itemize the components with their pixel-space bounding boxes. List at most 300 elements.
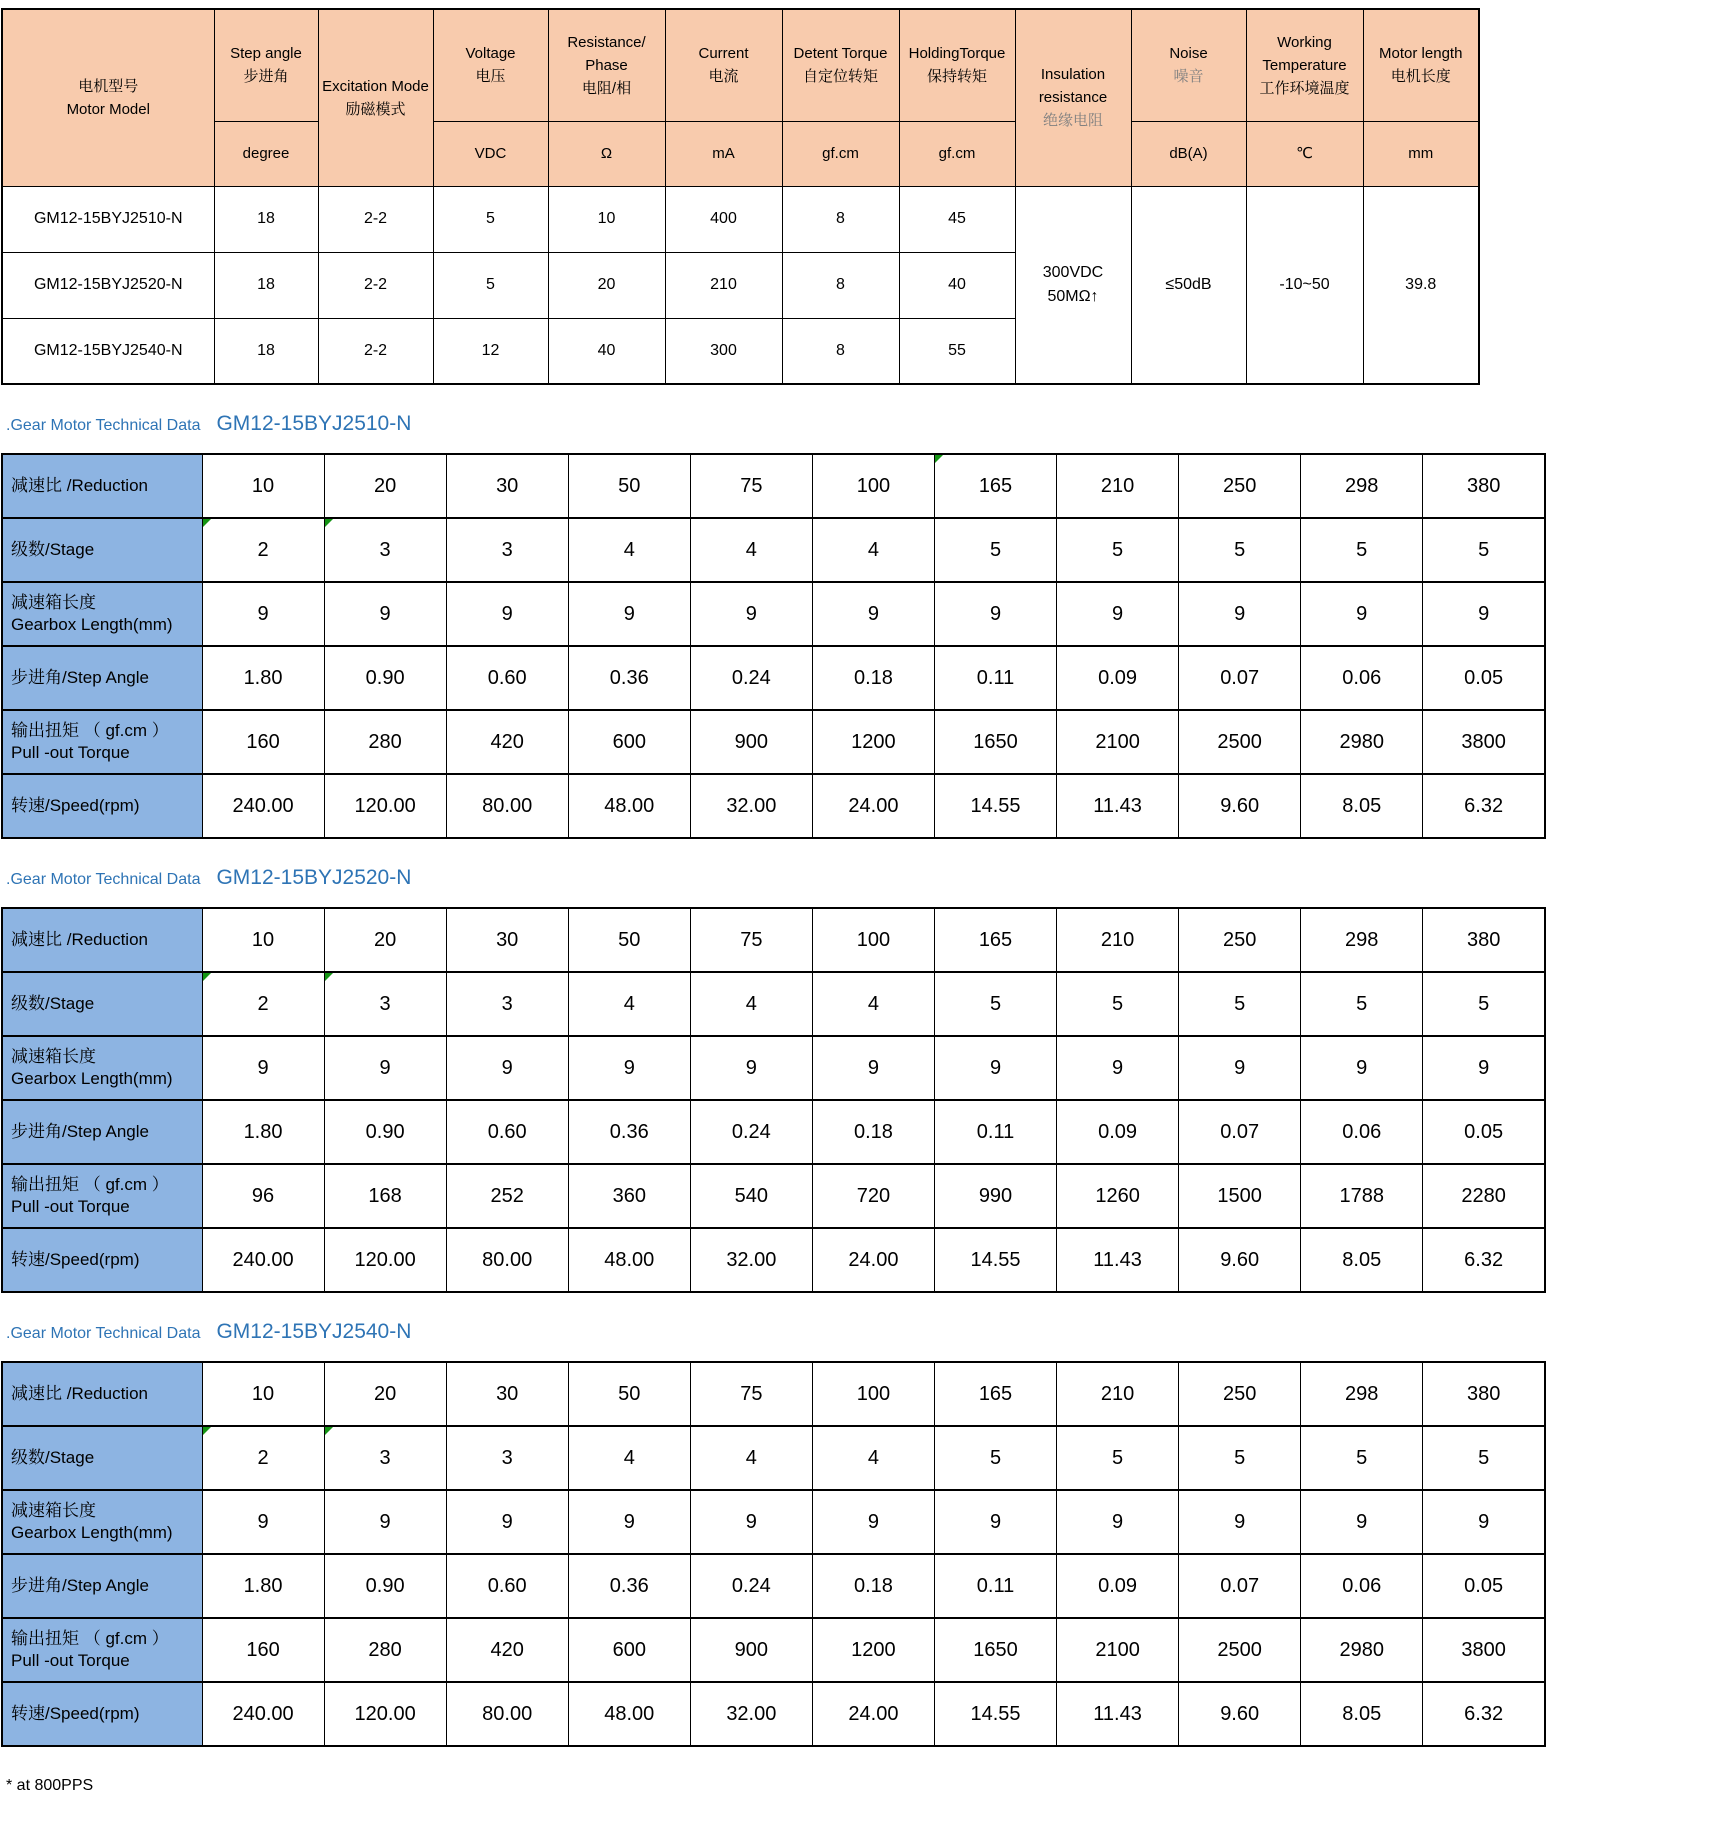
section-title-model: GM12-15BYJ2510-N <box>216 412 412 435</box>
gear-cell-step_angle: 0.90 <box>324 646 446 710</box>
gear-cell-step_angle: 0.06 <box>1301 1554 1423 1618</box>
gear-cell-pullout_torque: 600 <box>568 1618 690 1682</box>
spec-cell-voltage: 5 <box>433 252 548 318</box>
gear-cell-pullout_torque: 420 <box>446 1618 568 1682</box>
gear-cell-step_angle: 0.05 <box>1423 646 1545 710</box>
gear-cell-reduction: 50 <box>568 908 690 972</box>
gear-cell-gearbox_length: 9 <box>446 1490 568 1554</box>
gear-cell-speed: 240.00 <box>202 1228 324 1292</box>
gear-cell-step_angle: 0.90 <box>324 1100 446 1164</box>
gear-row-step_angle <box>2 646 1545 710</box>
section-title-model: GM12-15BYJ2540-N <box>216 1320 412 1343</box>
gear-cell-stage: 3 <box>324 1426 446 1490</box>
spec-cell-voltage: 5 <box>433 186 548 252</box>
gear-cell-stage: 5 <box>934 1426 1056 1490</box>
gear-cell-step_angle: 0.18 <box>812 646 934 710</box>
gear-cell-speed: 240.00 <box>202 1682 324 1746</box>
spec-cell-excitation: 2-2 <box>318 186 433 252</box>
gear-cell-reduction: 100 <box>812 908 934 972</box>
gear-cell-stage: 5 <box>934 972 1056 1036</box>
spec-cell-step-angle: 18 <box>214 318 318 384</box>
gear-cell-gearbox_length: 9 <box>568 1490 690 1554</box>
gear-cell-pullout_torque: 2100 <box>1057 1618 1179 1682</box>
spec-cell-holding-torque: 40 <box>899 252 1015 318</box>
spec-cell-resistance: 40 <box>548 318 665 384</box>
gear-cell-speed: 14.55 <box>934 1228 1056 1292</box>
gear-row-reduction <box>2 908 1545 972</box>
gear-cell-reduction: 20 <box>324 1362 446 1426</box>
gear-cell-gearbox_length: 9 <box>1423 1490 1545 1554</box>
gear-row-speed <box>2 774 1545 838</box>
gear-cell-reduction: 380 <box>1423 908 1545 972</box>
gear-cell-step_angle: 0.18 <box>812 1100 934 1164</box>
gear-cell-pullout_torque: 280 <box>324 1618 446 1682</box>
gear-cell-gearbox_length: 9 <box>1301 1036 1423 1100</box>
spec-cell-resistance: 20 <box>548 252 665 318</box>
gear-row-gearbox_length <box>2 1036 1545 1100</box>
gear-cell-gearbox_length: 9 <box>690 1036 812 1100</box>
gear-row-speed <box>2 1228 1545 1292</box>
row-label-step_angle: 步进角/Step Angle <box>2 646 202 710</box>
gear-cell-speed: 120.00 <box>324 774 446 838</box>
unit-dba: dB(A) <box>1131 121 1246 186</box>
gear-cell-speed: 6.32 <box>1423 1228 1545 1292</box>
spec-cell-detent-torque: 8 <box>782 318 899 384</box>
gear-cell-speed: 11.43 <box>1057 774 1179 838</box>
row-label-speed: 转速/Speed(rpm) <box>2 774 202 838</box>
gear-cell-reduction: 10 <box>202 1362 324 1426</box>
row-label-speed: 转速/Speed(rpm) <box>2 1682 202 1746</box>
gear-cell-stage: 4 <box>812 972 934 1036</box>
gear-cell-step_angle: 1.80 <box>202 1554 324 1618</box>
unit-celsius: ℃ <box>1246 121 1363 186</box>
gear-cell-pullout_torque: 160 <box>202 710 324 774</box>
spec-cell-holding-torque: 45 <box>899 186 1015 252</box>
gear-cell-gearbox_length: 9 <box>568 582 690 646</box>
header-line: 电机型号 <box>78 77 139 95</box>
gear-cell-pullout_torque: 420 <box>446 710 568 774</box>
spec-cell-current: 300 <box>665 318 782 384</box>
header-line: Excitation Mode <box>322 77 429 95</box>
gear-cell-stage: 4 <box>690 972 812 1036</box>
gear-cell-step_angle: 0.24 <box>690 646 812 710</box>
gear-cell-reduction: 250 <box>1179 1362 1301 1426</box>
gear-cell-reduction: 75 <box>690 454 812 518</box>
gear-cell-reduction: 298 <box>1301 1362 1423 1426</box>
header-line: Noise <box>1169 45 1208 63</box>
spec-cell-insulation <box>1015 186 1131 384</box>
gear-cell-gearbox_length: 9 <box>1301 1490 1423 1554</box>
gear-cell-gearbox_length: 9 <box>446 1036 568 1100</box>
col-header-detent-torque <box>782 9 899 121</box>
gear-cell-stage: 5 <box>1179 972 1301 1036</box>
header-line: Phase <box>585 56 628 74</box>
gear-cell-step_angle: 0.11 <box>934 1554 1056 1618</box>
gear-cell-gearbox_length: 9 <box>1057 1036 1179 1100</box>
gear-cell-stage: 5 <box>1057 972 1179 1036</box>
header-line: Temperature <box>1262 56 1347 74</box>
gear-cell-gearbox_length: 9 <box>568 1036 690 1100</box>
section-title-prefix: .Gear Motor Technical Data <box>6 417 201 434</box>
gear-cell-speed: 14.55 <box>934 774 1056 838</box>
gear-cell-step_angle: 0.60 <box>446 1554 568 1618</box>
footnote: * at 800PPS <box>6 1777 94 1794</box>
gear-cell-pullout_torque: 168 <box>324 1164 446 1228</box>
gear-cell-step_angle: 0.60 <box>446 646 568 710</box>
header-line: Motor Model <box>66 100 150 118</box>
gear-cell-step_angle: 0.05 <box>1423 1554 1545 1618</box>
row-label-gearbox_length: 减速箱长度 Gearbox Length(mm) <box>2 1490 202 1554</box>
gear-cell-pullout_torque: 2980 <box>1301 710 1423 774</box>
spec-cell-noise: ≤50dB <box>1131 186 1246 384</box>
gear-cell-pullout_torque: 2100 <box>1057 710 1179 774</box>
gear-cell-step_angle: 0.60 <box>446 1100 568 1164</box>
gear-cell-speed: 80.00 <box>446 1228 568 1292</box>
gear-cell-pullout_torque: 540 <box>690 1164 812 1228</box>
gear-cell-speed: 9.60 <box>1179 1682 1301 1746</box>
header-line: 保持转矩 <box>926 68 987 86</box>
spec-cell-excitation: 2-2 <box>318 318 433 384</box>
gear-cell-pullout_torque: 3800 <box>1423 710 1545 774</box>
spec-header-row-1 <box>2 9 1479 121</box>
gear-row-speed <box>2 1682 1545 1746</box>
gear-cell-stage: 5 <box>1301 972 1423 1036</box>
gear-cell-speed: 14.55 <box>934 1682 1056 1746</box>
gear-cell-stage: 4 <box>568 518 690 582</box>
gear-cell-stage: 5 <box>1057 518 1179 582</box>
header-line: 电机长度 <box>1390 68 1451 86</box>
unit-ma: mA <box>665 121 782 186</box>
gear-cell-step_angle: 0.07 <box>1179 646 1301 710</box>
gear-cell-reduction: 50 <box>568 1362 690 1426</box>
gear-cell-reduction: 75 <box>690 908 812 972</box>
col-header-motor-model <box>2 9 214 186</box>
gear-cell-speed: 80.00 <box>446 774 568 838</box>
gear-cell-speed: 8.05 <box>1301 1228 1423 1292</box>
gear-cell-gearbox_length: 9 <box>690 582 812 646</box>
row-label-reduction: 减速比 /Reduction <box>2 454 202 518</box>
gear-cell-reduction: 30 <box>446 908 568 972</box>
row-label-reduction: 减速比 /Reduction <box>2 908 202 972</box>
gear-cell-pullout_torque: 1650 <box>934 1618 1056 1682</box>
header-line: 绝缘电阻 <box>1042 112 1103 130</box>
gear-cell-speed: 120.00 <box>324 1228 446 1292</box>
spec-cell-model: GM12-15BYJ2540-N <box>2 318 214 384</box>
gear-cell-step_angle: 0.06 <box>1301 646 1423 710</box>
header-line: 电流 <box>708 68 739 86</box>
gear-row-reduction <box>2 1362 1545 1426</box>
header-line: HoldingTorque <box>908 45 1006 63</box>
gear-cell-reduction: 30 <box>446 454 568 518</box>
row-label-stage: 级数/Stage <box>2 1426 202 1490</box>
gear-cell-speed: 120.00 <box>324 1682 446 1746</box>
row-label-step_angle: 步进角/Step Angle <box>2 1100 202 1164</box>
spec-cell-current: 210 <box>665 252 782 318</box>
gear-cell-pullout_torque: 2280 <box>1423 1164 1545 1228</box>
gear-cell-speed: 24.00 <box>812 1228 934 1292</box>
col-header-working-temperature <box>1246 9 1363 121</box>
section-title-prefix: .Gear Motor Technical Data <box>6 1325 201 1342</box>
gear-cell-stage: 2 <box>202 972 324 1036</box>
gear-cell-step_angle: 0.07 <box>1179 1554 1301 1618</box>
row-label-reduction: 减速比 /Reduction <box>2 1362 202 1426</box>
spec-cell-motor-length: 39.8 <box>1363 186 1479 384</box>
section-title <box>6 865 1732 893</box>
header-line: Step angle <box>230 45 302 63</box>
gear-cell-speed: 8.05 <box>1301 1682 1423 1746</box>
gear-cell-reduction: 210 <box>1057 454 1179 518</box>
gear-cell-stage: 3 <box>446 972 568 1036</box>
gear-cell-speed: 11.43 <box>1057 1682 1179 1746</box>
spec-cell-detent-torque: 8 <box>782 252 899 318</box>
unit-vdc: VDC <box>433 121 548 186</box>
unit-gfcm: gf.cm <box>899 121 1015 186</box>
header-line: Current <box>698 45 749 63</box>
gear-cell-stage: 4 <box>690 518 812 582</box>
unit-mm: mm <box>1363 121 1479 186</box>
gear-cell-speed: 6.32 <box>1423 1682 1545 1746</box>
gear-cell-gearbox_length: 9 <box>1301 582 1423 646</box>
header-line: resistance <box>1038 89 1108 107</box>
unit-gfcm: gf.cm <box>782 121 899 186</box>
gear-cell-gearbox_length: 9 <box>1057 582 1179 646</box>
gear-cell-reduction: 30 <box>446 1362 568 1426</box>
gear-row-stage <box>2 972 1545 1036</box>
gear-cell-speed: 11.43 <box>1057 1228 1179 1292</box>
gear-cell-stage: 5 <box>1423 972 1545 1036</box>
gear-cell-gearbox_length: 9 <box>812 1036 934 1100</box>
gear-cell-reduction: 100 <box>812 454 934 518</box>
gear-cell-step_angle: 0.11 <box>934 646 1056 710</box>
gear-cell-reduction: 250 <box>1179 908 1301 972</box>
gear-cell-gearbox_length: 9 <box>812 582 934 646</box>
gear-cell-speed: 48.00 <box>568 1228 690 1292</box>
gear-data-table <box>1 907 1546 1293</box>
gear-cell-pullout_torque: 252 <box>446 1164 568 1228</box>
gear-cell-pullout_torque: 3800 <box>1423 1618 1545 1682</box>
gear-cell-gearbox_length: 9 <box>324 1490 446 1554</box>
gear-sections-container <box>0 411 1732 1747</box>
gear-cell-gearbox_length: 9 <box>1423 1036 1545 1100</box>
gear-cell-stage: 5 <box>934 518 1056 582</box>
gear-row-step_angle <box>2 1100 1545 1164</box>
gear-cell-gearbox_length: 9 <box>1179 1036 1301 1100</box>
gear-cell-speed: 6.32 <box>1423 774 1545 838</box>
insulation-value-line: 300VDC <box>1042 263 1104 281</box>
gear-cell-pullout_torque: 1200 <box>812 1618 934 1682</box>
col-header-step-angle <box>214 9 318 121</box>
header-line: 步进角 <box>243 68 289 86</box>
gear-cell-pullout_torque: 160 <box>202 1618 324 1682</box>
gear-cell-stage: 5 <box>1179 1426 1301 1490</box>
gear-cell-pullout_torque: 2500 <box>1179 1618 1301 1682</box>
gear-cell-pullout_torque: 1650 <box>934 710 1056 774</box>
insulation-value-line: 50MΩ↑ <box>1047 287 1099 305</box>
spec-cell-step-angle: 18 <box>214 186 318 252</box>
row-label-step_angle: 步进角/Step Angle <box>2 1554 202 1618</box>
gear-cell-pullout_torque: 1200 <box>812 710 934 774</box>
gear-cell-pullout_torque: 1260 <box>1057 1164 1179 1228</box>
gear-cell-reduction: 165 <box>934 454 1056 518</box>
gear-row-stage <box>2 1426 1545 1490</box>
gear-cell-pullout_torque: 900 <box>690 1618 812 1682</box>
col-header-holding-torque <box>899 9 1015 121</box>
gear-cell-speed: 32.00 <box>690 1228 812 1292</box>
gear-cell-speed: 80.00 <box>446 1682 568 1746</box>
gear-cell-step_angle: 0.06 <box>1301 1100 1423 1164</box>
unit-ohm: Ω <box>548 121 665 186</box>
gear-cell-reduction: 20 <box>324 454 446 518</box>
spec-cell-resistance: 10 <box>548 186 665 252</box>
motor-spec-table <box>1 8 1480 385</box>
gear-cell-stage: 4 <box>568 972 690 1036</box>
gear-cell-pullout_torque: 900 <box>690 710 812 774</box>
col-header-voltage <box>433 9 548 121</box>
gear-cell-stage: 5 <box>1179 518 1301 582</box>
gear-row-gearbox_length <box>2 582 1545 646</box>
gear-row-stage <box>2 518 1545 582</box>
col-header-insulation-resistance <box>1015 9 1131 186</box>
gear-cell-step_angle: 0.09 <box>1057 1100 1179 1164</box>
gear-cell-speed: 24.00 <box>812 774 934 838</box>
gear-cell-reduction: 210 <box>1057 908 1179 972</box>
gear-cell-gearbox_length: 9 <box>324 582 446 646</box>
header-line: Insulation <box>1040 66 1106 84</box>
gear-cell-gearbox_length: 9 <box>324 1036 446 1100</box>
gear-cell-gearbox_length: 9 <box>1179 1490 1301 1554</box>
gear-cell-reduction: 20 <box>324 908 446 972</box>
spec-data-row <box>2 186 1479 252</box>
gear-cell-pullout_torque: 990 <box>934 1164 1056 1228</box>
gear-cell-reduction: 380 <box>1423 1362 1545 1426</box>
section-title <box>6 1319 1732 1347</box>
gear-cell-step_angle: 0.18 <box>812 1554 934 1618</box>
gear-cell-gearbox_length: 9 <box>446 582 568 646</box>
gear-row-gearbox_length <box>2 1490 1545 1554</box>
row-label-stage: 级数/Stage <box>2 518 202 582</box>
spec-cell-working-temp: -10~50 <box>1246 186 1363 384</box>
gear-cell-gearbox_length: 9 <box>1423 582 1545 646</box>
gear-cell-speed: 9.60 <box>1179 774 1301 838</box>
gear-cell-gearbox_length: 9 <box>202 582 324 646</box>
gear-cell-speed: 24.00 <box>812 1682 934 1746</box>
gear-cell-gearbox_length: 9 <box>202 1490 324 1554</box>
gear-data-table <box>1 1361 1546 1747</box>
header-line: 电压 <box>475 68 506 86</box>
gear-cell-speed: 8.05 <box>1301 774 1423 838</box>
spec-cell-excitation: 2-2 <box>318 252 433 318</box>
unit-degree: degree <box>214 121 318 186</box>
gear-data-table <box>1 453 1546 839</box>
gear-cell-step_angle: 1.80 <box>202 1100 324 1164</box>
gear-cell-gearbox_length: 9 <box>934 1036 1056 1100</box>
gear-cell-stage: 3 <box>324 972 446 1036</box>
gear-cell-step_angle: 0.90 <box>324 1554 446 1618</box>
gear-cell-step_angle: 0.24 <box>690 1554 812 1618</box>
spec-cell-detent-torque: 8 <box>782 186 899 252</box>
gear-cell-stage: 3 <box>446 1426 568 1490</box>
header-line: Voltage <box>465 45 516 63</box>
gear-cell-reduction: 380 <box>1423 454 1545 518</box>
spec-unit-row <box>2 121 1479 186</box>
gear-cell-pullout_torque: 280 <box>324 710 446 774</box>
spec-cell-step-angle: 18 <box>214 252 318 318</box>
spec-cell-model: GM12-15BYJ2520-N <box>2 252 214 318</box>
spec-cell-current: 400 <box>665 186 782 252</box>
gear-cell-step_angle: 0.09 <box>1057 1554 1179 1618</box>
gear-cell-reduction: 100 <box>812 1362 934 1426</box>
gear-cell-pullout_torque: 1788 <box>1301 1164 1423 1228</box>
col-header-resistance-phase <box>548 9 665 121</box>
gear-cell-stage: 2 <box>202 1426 324 1490</box>
gear-cell-pullout_torque: 96 <box>202 1164 324 1228</box>
row-label-gearbox_length: 减速箱长度 Gearbox Length(mm) <box>2 582 202 646</box>
gear-row-step_angle <box>2 1554 1545 1618</box>
gear-cell-stage: 4 <box>568 1426 690 1490</box>
row-label-pullout_torque: 输出扭矩 （ gf.cm ） Pull -out Torque <box>2 1618 202 1682</box>
gear-cell-speed: 32.00 <box>690 1682 812 1746</box>
gear-cell-reduction: 298 <box>1301 454 1423 518</box>
gear-cell-reduction: 210 <box>1057 1362 1179 1426</box>
gear-cell-stage: 5 <box>1301 518 1423 582</box>
gear-cell-reduction: 10 <box>202 454 324 518</box>
gear-cell-reduction: 250 <box>1179 454 1301 518</box>
gear-cell-reduction: 10 <box>202 908 324 972</box>
gear-cell-stage: 5 <box>1301 1426 1423 1490</box>
gear-cell-speed: 48.00 <box>568 774 690 838</box>
spec-cell-voltage: 12 <box>433 318 548 384</box>
gear-cell-stage: 5 <box>1423 518 1545 582</box>
gear-cell-step_angle: 1.80 <box>202 646 324 710</box>
spec-cell-model: GM12-15BYJ2510-N <box>2 186 214 252</box>
gear-cell-gearbox_length: 9 <box>934 1490 1056 1554</box>
gear-cell-gearbox_length: 9 <box>812 1490 934 1554</box>
gear-cell-pullout_torque: 600 <box>568 710 690 774</box>
gear-cell-gearbox_length: 9 <box>690 1490 812 1554</box>
gear-cell-reduction: 298 <box>1301 908 1423 972</box>
header-line: Detent Torque <box>793 45 888 63</box>
gear-cell-gearbox_length: 9 <box>1057 1490 1179 1554</box>
row-label-pullout_torque: 输出扭矩 （ gf.cm ） Pull -out Torque <box>2 710 202 774</box>
gear-cell-reduction: 165 <box>934 908 1056 972</box>
row-label-stage: 级数/Stage <box>2 972 202 1036</box>
gear-row-reduction <box>2 454 1545 518</box>
gear-cell-pullout_torque: 2500 <box>1179 710 1301 774</box>
header-line: 电阻/相 <box>581 79 632 97</box>
gear-cell-reduction: 75 <box>690 1362 812 1426</box>
section-title-prefix: .Gear Motor Technical Data <box>6 871 201 888</box>
spec-cell-holding-torque: 55 <box>899 318 1015 384</box>
gear-cell-speed: 32.00 <box>690 774 812 838</box>
row-label-speed: 转速/Speed(rpm) <box>2 1228 202 1292</box>
gear-cell-stage: 4 <box>812 1426 934 1490</box>
header-line: 自定位转矩 <box>802 68 878 86</box>
gear-cell-stage: 5 <box>1423 1426 1545 1490</box>
header-line: 工作环境温度 <box>1259 79 1350 97</box>
gear-cell-pullout_torque: 2980 <box>1301 1618 1423 1682</box>
gear-cell-speed: 9.60 <box>1179 1228 1301 1292</box>
section-title-model: GM12-15BYJ2520-N <box>216 866 412 889</box>
gear-cell-stage: 4 <box>690 1426 812 1490</box>
header-line: 励磁模式 <box>345 100 406 118</box>
gear-cell-step_angle: 0.07 <box>1179 1100 1301 1164</box>
gear-cell-reduction: 50 <box>568 454 690 518</box>
section-title <box>6 411 1732 439</box>
header-line: Resistance/ <box>567 33 646 51</box>
gear-cell-speed: 48.00 <box>568 1682 690 1746</box>
gear-cell-pullout_torque: 1500 <box>1179 1164 1301 1228</box>
gear-cell-gearbox_length: 9 <box>202 1036 324 1100</box>
